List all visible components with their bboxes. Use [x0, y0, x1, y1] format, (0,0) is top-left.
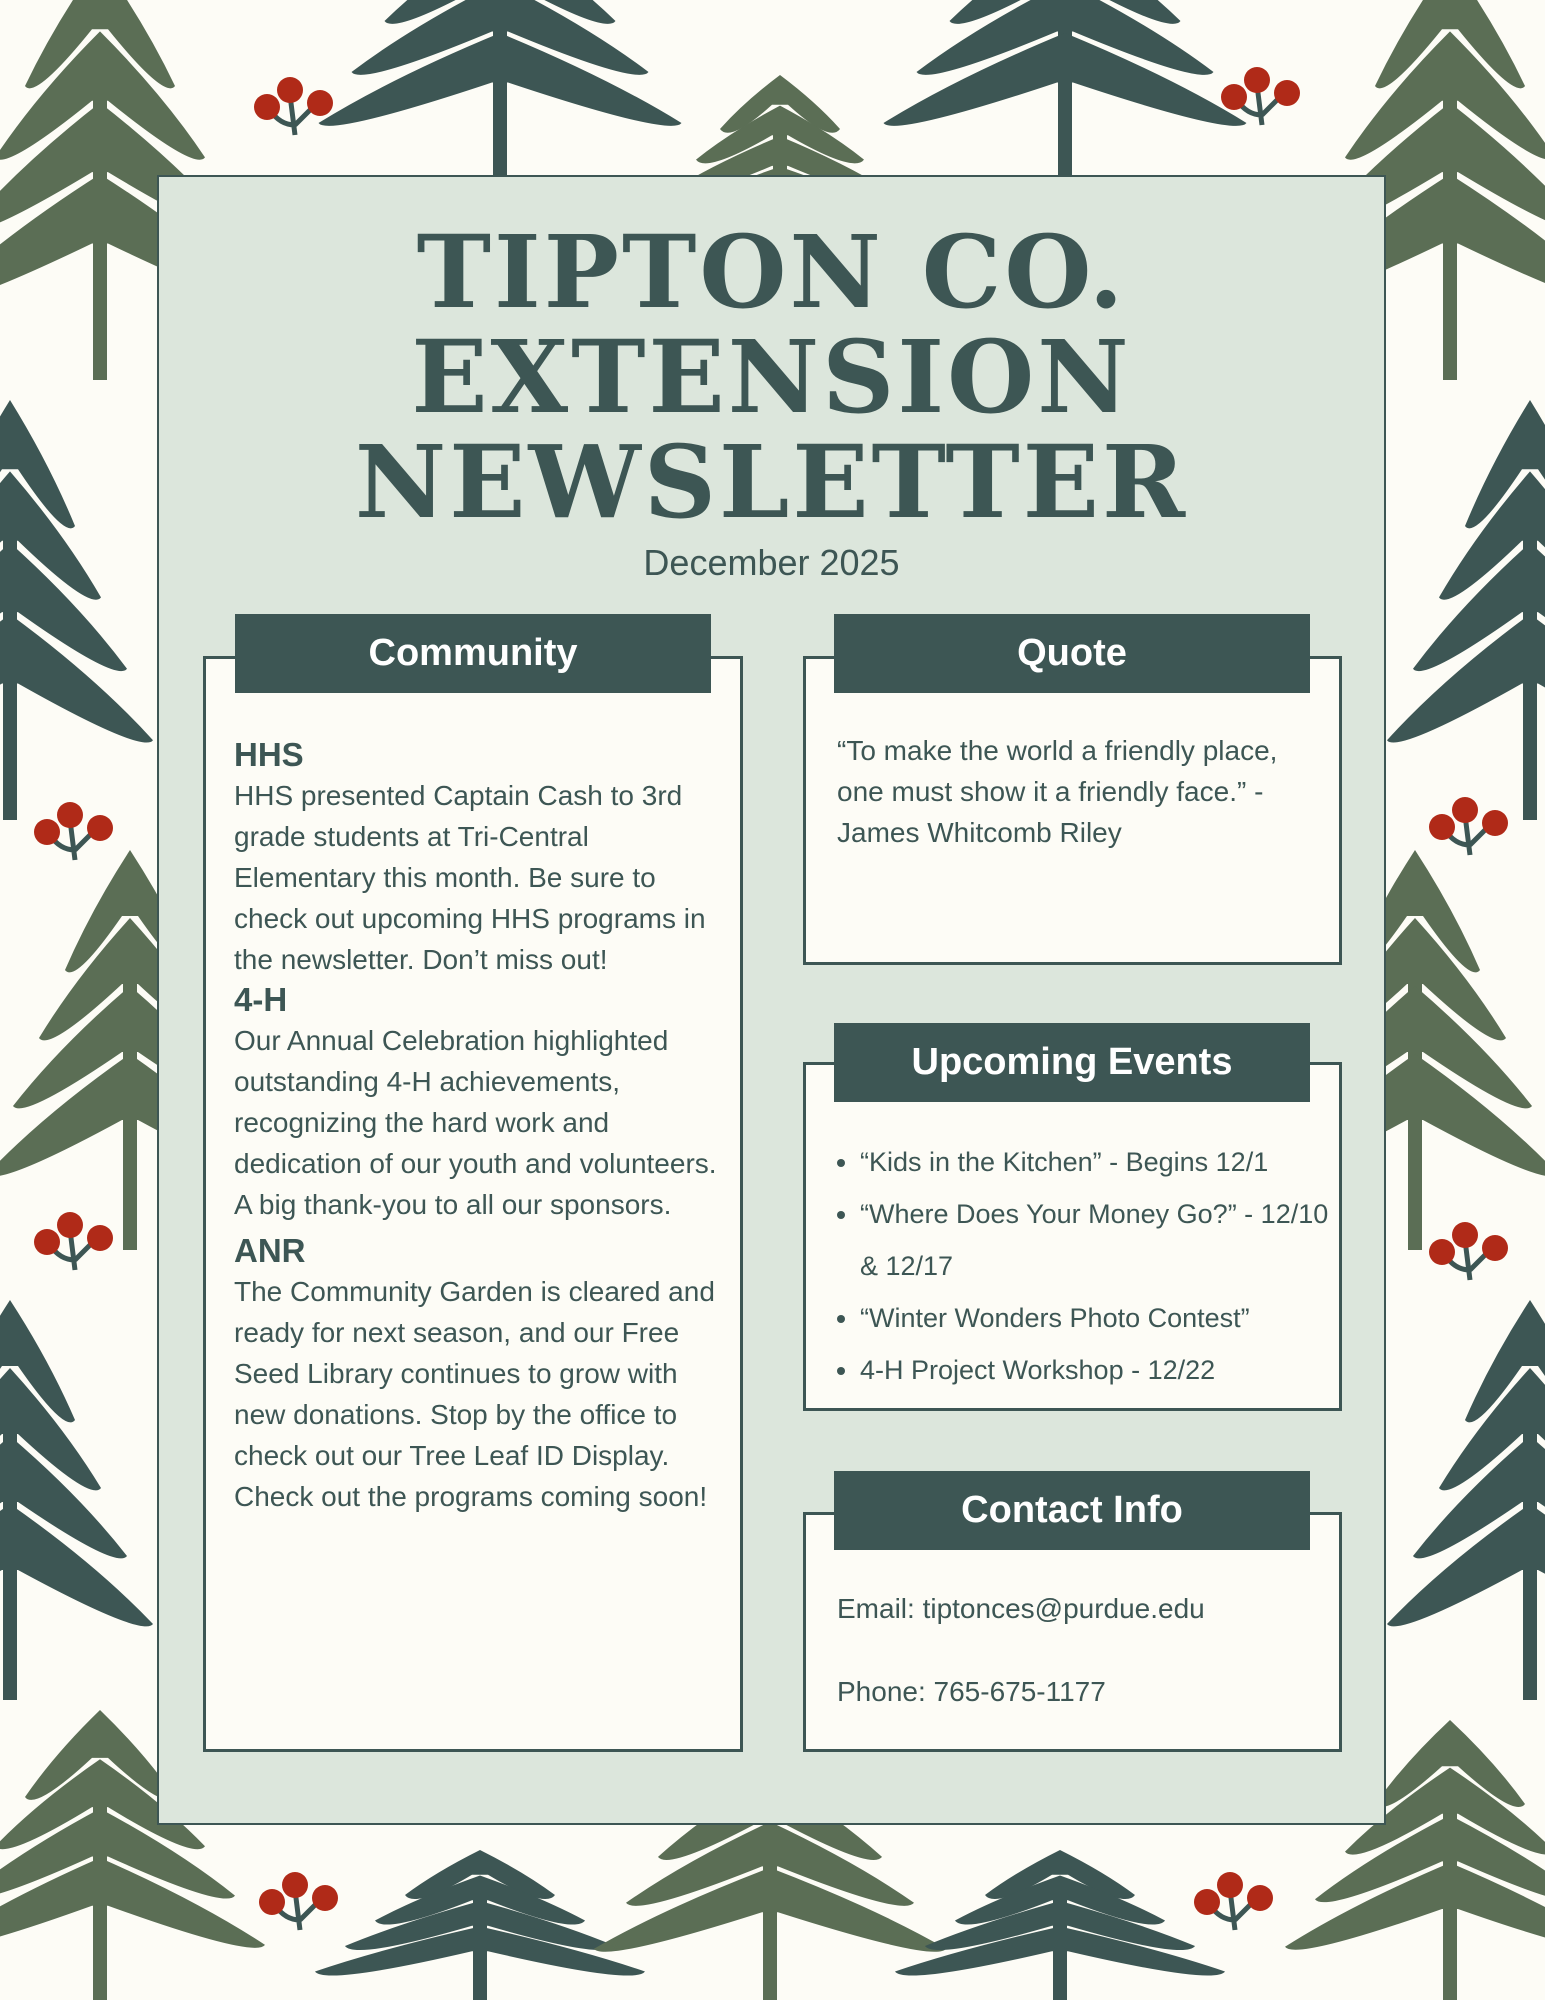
section-body-4h: Our Annual Celebration highlighted outstanding 4-H achievements, recognizing the hard work and dedication of our youth and volunteers. A big thank-you to all our sponsors.	[234, 1025, 717, 1220]
issue-date: December 2025	[643, 542, 900, 583]
section-body-hhs: HHS presented Captain Cash to 3rd grade students at Tri-Central Elementary this month. Be sure to check out upcoming HHS programs in the newsletter. Don’t miss out!	[234, 780, 706, 975]
title-line-2: EXTENSION	[411, 318, 1132, 436]
contact-email[interactable]: Email: tiptonces@purdue.edu	[837, 1593, 1205, 1624]
title-line-3: NEWSLETTER	[354, 423, 1189, 541]
event-item: • “Where Does Your Money Go?” - 12/10 & 12/17	[860, 1188, 1337, 1292]
events-list	[832, 1136, 1337, 1396]
quote-heading: Quote	[834, 614, 1310, 693]
pine-tree-icon	[1387, 1300, 1545, 1700]
pine-tree-icon	[0, 400, 153, 820]
pine-tree-icon	[315, 1850, 645, 2000]
holly-berries-icon	[1429, 797, 1508, 855]
holly-berries-icon	[34, 802, 113, 860]
pine-tree-icon	[0, 1300, 153, 1700]
event-item: • 4-H Project Workshop - 12/22	[860, 1344, 1337, 1396]
holly-berries-icon	[1429, 1222, 1508, 1280]
community-content	[234, 735, 724, 1517]
holly-berries-icon	[259, 1872, 338, 1930]
section-body-anr: The Community Garden is cleared and ready for next season, and our Free Seed Library continues to grow with new donations. Stop by the office to check out our Tree Leaf ID Display. Check out the programs coming soon!	[234, 1276, 715, 1512]
pine-tree-icon	[895, 1850, 1225, 2000]
title-line-1: TIPTON CO.	[416, 213, 1127, 331]
event-item: • “Kids in the Kitchen” - Begins 12/1	[860, 1136, 1337, 1188]
pine-tree-icon	[319, 0, 682, 180]
holly-berries-icon	[254, 77, 333, 135]
section-title-anr: ANR	[234, 1232, 306, 1269]
pine-tree-icon	[884, 0, 1247, 180]
community-heading: Community	[235, 614, 711, 693]
contact-phone[interactable]: Phone: 765-675-1177	[837, 1676, 1106, 1707]
holly-berries-icon	[34, 1212, 113, 1270]
contact-heading: Contact Info	[834, 1471, 1310, 1550]
holly-berries-icon	[1194, 1872, 1273, 1930]
section-title-hhs: HHS	[234, 736, 304, 773]
section-title-4h: 4-H	[234, 981, 288, 1018]
pine-tree-icon	[1387, 400, 1545, 820]
events-heading: Upcoming Events	[834, 1023, 1310, 1102]
quote-text: “To make the world a friendly place, one must show it a friendly face.” - James Whitcomb Riley	[837, 735, 1278, 848]
event-item: • “Winter Wonders Photo Contest”	[860, 1292, 1337, 1344]
